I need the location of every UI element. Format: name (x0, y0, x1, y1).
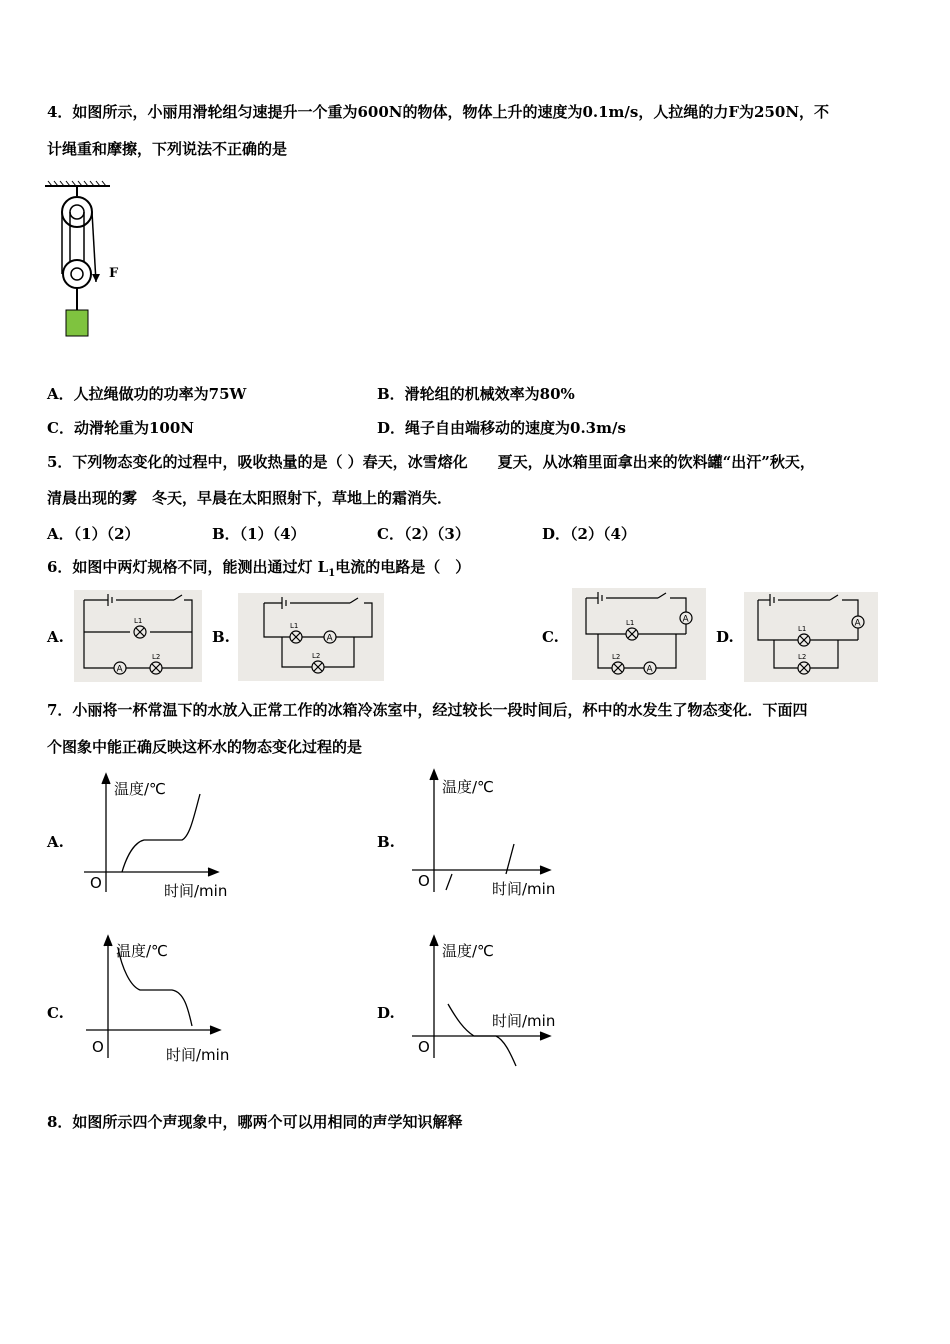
graph-b-xlabel: 时间/min (492, 880, 556, 898)
graph-c-origin: O (92, 1038, 104, 1056)
q7-stem-line1: 7．小丽将一杯常温下的水放入正常工作的冰箱冷冻室中，经过较长一段时间后，杯中的水发生了物态变化．下面四 (47, 701, 808, 719)
q5-stem-line2: 清晨出现的雾 冬天，早晨在太阳照射下，草地上的霜消失． (47, 489, 453, 507)
graph-b-ylabel: 温度/℃ (442, 778, 494, 796)
ammeter-label: A (646, 664, 653, 675)
ammeter-label: A (854, 618, 861, 629)
graph-d-ylabel: 温度/℃ (442, 942, 494, 960)
force-arrow-icon (92, 274, 100, 282)
graph-b-origin: O (418, 872, 430, 890)
force-label: F (109, 266, 119, 281)
q5-option-a[interactable]: A．（1）（2） (47, 525, 140, 543)
graph-d-origin: O (418, 1038, 430, 1056)
q6-label-b[interactable]: B. (212, 628, 230, 646)
q4-option-a[interactable]: A．人拉绳做功的功率为75W (47, 385, 247, 403)
q4-option-c[interactable]: C．动滑轮重为100N (47, 419, 194, 437)
graph-c[interactable] (80, 934, 260, 1064)
q6-label-a[interactable]: A. (47, 628, 64, 646)
q4-stem-line1: 4．如图所示，小丽用滑轮组匀速提升一个重为600N的物体，物体上升的速度为0.1m/s，人拉绳的力F为250N，不 (47, 103, 830, 121)
lamp-l1-label: L1 (626, 619, 635, 627)
circuit-d[interactable] (744, 592, 878, 682)
q7-stem-line2: 个图象中能正确反映这杯水的物态变化过程的是 (47, 738, 363, 756)
graph-d-xlabel: 时间/min (492, 1012, 556, 1030)
q5-option-c[interactable]: C．（2）（3） (377, 525, 470, 543)
q6-label-d[interactable]: D. (716, 628, 734, 646)
ammeter-label: A (682, 614, 689, 625)
q6-stem-pre: 6．如图中两灯规格不同，能测出通过灯 L (47, 558, 329, 576)
lamp-l1-label: L1 (798, 625, 807, 633)
graph-c-xlabel: 时间/min (166, 1046, 230, 1064)
graph-a[interactable] (78, 770, 258, 900)
q5-option-b[interactable]: B．（1）（4） (212, 525, 306, 543)
ammeter-label: A (116, 664, 123, 675)
q5-option-d[interactable]: D．（2）（4） (542, 525, 636, 543)
q6-stem (47, 557, 470, 584)
lamp-l1-label: L1 (290, 622, 299, 630)
q8-stem: 8．如图所示四个声现象中，哪两个可以用相同的声学知识解释 (47, 1113, 463, 1131)
graph-a-origin: O (90, 874, 102, 892)
graph-a-ylabel: 温度/℃ (114, 780, 166, 798)
q4-option-b[interactable]: B．滑轮组的机械效率为80% (377, 385, 575, 403)
ammeter-label: A (326, 633, 333, 644)
graph-c-ylabel: 温度/℃ (116, 942, 168, 960)
pulley-system-figure (40, 178, 140, 343)
circuit-a[interactable] (74, 590, 202, 682)
q6-label-c[interactable]: C. (542, 628, 559, 646)
graph-b[interactable] (408, 768, 588, 898)
lamp-l2-label: L2 (152, 653, 161, 661)
circuit-c[interactable] (572, 588, 706, 680)
q6-stem-sub: 1 (328, 568, 336, 579)
q7-label-d[interactable]: D. (377, 1004, 395, 1022)
q7-label-c[interactable]: C. (47, 1004, 64, 1022)
q4-stem-line2: 计绳重和摩擦，下列说法不正确的是 (47, 140, 288, 158)
circuit-b[interactable] (238, 593, 384, 681)
q6-stem-post: 电流的电路是（ ） (335, 558, 471, 576)
lamp-l2-label: L2 (798, 653, 807, 661)
q7-label-a[interactable]: A. (47, 833, 64, 851)
lamp-l1-label: L1 (134, 617, 143, 625)
graph-a-xlabel: 时间/min (164, 882, 228, 900)
q4-option-d[interactable]: D．绳子自由端移动的速度为0.3m/s (377, 419, 626, 437)
lamp-l2-label: L2 (312, 652, 321, 660)
lamp-l2-label: L2 (612, 653, 621, 661)
q7-label-b[interactable]: B. (377, 833, 395, 851)
graph-d[interactable] (408, 934, 588, 1074)
q5-stem-line1: 5．下列物态变化的过程中，吸收热量的是（ ）春天，冰雪熔化 夏天，从冰箱里面拿出来的饮料罐“出汗”秋天， (47, 453, 815, 471)
